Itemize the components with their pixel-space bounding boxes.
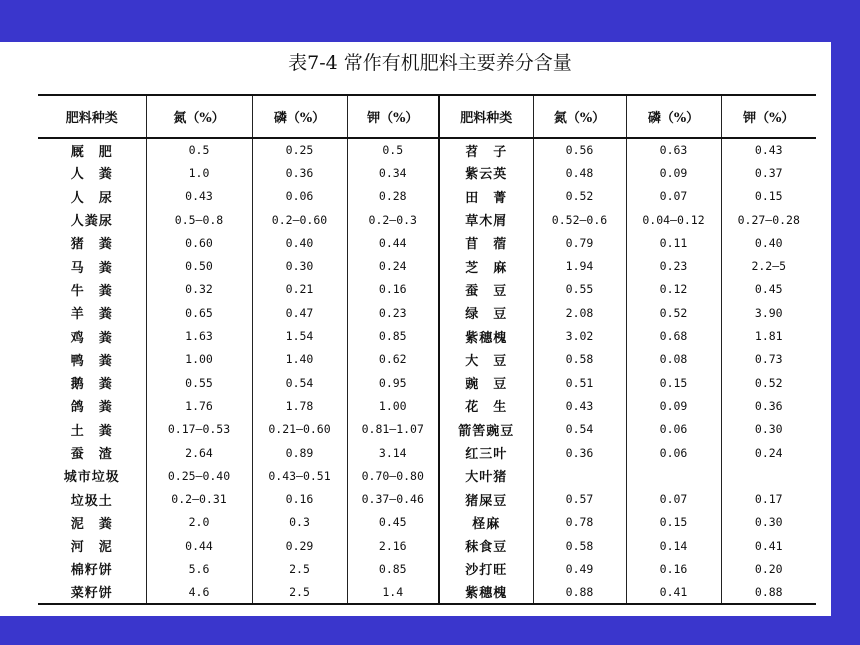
fertilizer-name-cell: 苜 蓿 (439, 231, 533, 254)
nutrient-value-cell: 0.20 (721, 557, 816, 580)
nutrient-value-cell: 1.81 (721, 324, 816, 347)
nutrient-value-cell: 0.09 (626, 394, 721, 417)
nutrient-value-cell: 0.37 (721, 161, 816, 184)
nutrient-value-cell: 0.62 (347, 348, 439, 371)
fertilizer-name-cell: 猪屎豆 (439, 487, 533, 510)
table-row (38, 441, 816, 464)
fertilizer-name-cell: 大叶猪 (439, 464, 533, 487)
nutrient-value-cell: 0.57 (533, 487, 626, 510)
fertilizer-name-cell: 河 泥 (70, 540, 113, 556)
nutrient-value-cell: 0.48 (533, 161, 626, 184)
fertilizer-name-cell: 绿 豆 (439, 301, 533, 324)
nutrient-value-cell: 0.79 (533, 231, 626, 254)
nutrient-value-cell: 2.64 (146, 441, 252, 464)
nutrient-value-cell: 0.04—0.12 (626, 208, 721, 231)
nutrient-value-cell: 0.41 (626, 581, 721, 604)
nutrient-value-cell: 0.68 (626, 324, 721, 347)
nutrient-value-cell: 0.44 (347, 231, 439, 254)
fertilizer-name-cell: 蚕 渣 (70, 447, 113, 462)
table-row (38, 185, 816, 208)
table-row (38, 464, 816, 487)
nutrient-value-cell: 0.06 (626, 441, 721, 464)
table-row (38, 254, 816, 277)
nutrient-value-cell: 1.00 (347, 394, 439, 417)
nutrient-value-cell: 0.85 (347, 557, 439, 580)
table-row (38, 418, 816, 441)
nutrient-value-cell: 0.21—0.60 (252, 418, 347, 441)
nutrient-value-cell: 0.14 (626, 534, 721, 557)
nutrient-value-cell: 0.44 (146, 534, 252, 557)
header-cell: 氮（%） (146, 95, 252, 138)
table-row (38, 557, 816, 580)
nutrient-value-cell: 0.28 (347, 185, 439, 208)
nutrient-value-cell: 1.94 (533, 254, 626, 277)
fertilizer-name-cell: 紫云英 (439, 161, 533, 184)
nutrient-value-cell: 0.15 (626, 511, 721, 534)
fertilizer-name-cell: 大 豆 (439, 348, 533, 371)
nutrient-value-cell: 0.81—1.07 (347, 418, 439, 441)
table-row (38, 534, 816, 557)
table-header (38, 95, 816, 138)
table-row (38, 138, 816, 161)
fertilizer-name-cell: 城市垃圾 (63, 470, 120, 486)
nutrient-value-cell: 0.2—0.3 (347, 208, 439, 231)
fertilizer-name-cell: 草木屑 (439, 208, 533, 231)
fertilizer-name-cell: 红三叶 (439, 441, 533, 464)
nutrient-value-cell: 0.08 (626, 348, 721, 371)
nutrient-value-cell: 1.00 (146, 348, 252, 371)
nutrient-value-cell: 1.40 (252, 348, 347, 371)
fertilizer-name-cell: 牛 粪 (70, 283, 113, 299)
table-row (38, 581, 816, 604)
nutrient-value-cell: 0.95 (347, 371, 439, 394)
nutrient-value-cell: 0.24 (721, 441, 816, 464)
fertilizer-name-cell: 人 粪 (70, 167, 113, 183)
table-row (38, 278, 816, 301)
nutrient-value-cell: 0.63 (626, 138, 721, 161)
nutrient-value-cell: 0.5 (146, 138, 252, 161)
nutrient-value-cell: 0.45 (347, 511, 439, 534)
table-row (38, 348, 816, 371)
nutrient-value-cell: 0.25 (252, 138, 347, 161)
nutrient-value-cell: 0.30 (721, 511, 816, 534)
nutrient-value-cell: 2.5 (252, 581, 347, 604)
fertilizer-name-cell: 鸡 粪 (70, 330, 113, 346)
header-cell: 磷（%） (252, 95, 347, 138)
nutrient-value-cell: 0.36 (721, 394, 816, 417)
nutrient-value-cell: 5.6 (146, 557, 252, 580)
fertilizer-name-cell: 秣食豆 (439, 534, 533, 557)
fertilizer-name-cell: 厩 肥 (70, 144, 113, 160)
table-row (38, 487, 816, 510)
nutrient-value-cell: 0.56 (533, 138, 626, 161)
fertilizer-name-cell: 紫穗槐 (439, 581, 533, 604)
nutrient-value-cell: 0.36 (533, 441, 626, 464)
nutrient-value-cell: 3.02 (533, 324, 626, 347)
nutrient-value-cell: 1.54 (252, 324, 347, 347)
nutrient-value-cell: 0.2—0.31 (146, 487, 252, 510)
nutrient-value-cell: 0.54 (252, 371, 347, 394)
table-row (38, 301, 816, 324)
nutrient-value-cell: 4.6 (146, 581, 252, 604)
nutrient-value-cell: 0.51 (533, 371, 626, 394)
fertilizer-name-cell: 土 粪 (70, 423, 113, 439)
nutrient-value-cell: 0.47 (252, 301, 347, 324)
fertilizer-name-cell: 鸽 粪 (70, 400, 113, 416)
table-row (38, 161, 816, 184)
fertilizer-name-cell: 人 尿 (70, 190, 113, 206)
table-row (38, 511, 816, 534)
nutrient-value-cell: 0.49 (533, 557, 626, 580)
nutrient-value-cell: 0.52 (721, 371, 816, 394)
nutrient-value-cell: 0.45 (721, 278, 816, 301)
fertilizer-name-cell: 泥 粪 (70, 516, 113, 532)
nutrient-value-cell: 0.15 (626, 371, 721, 394)
nutrient-value-cell: 0.43 (146, 185, 252, 208)
nutrient-value-cell: 1.63 (146, 324, 252, 347)
fertilizer-name-cell: 鸭 粪 (70, 353, 113, 369)
fertilizer-name-cell: 马 粪 (70, 260, 113, 276)
nutrient-value-cell: 0.34 (347, 161, 439, 184)
fertilizer-name-cell: 羊 粪 (70, 307, 113, 323)
nutrient-value-cell: 2.5 (252, 557, 347, 580)
nutrient-value-cell: 0.88 (533, 581, 626, 604)
nutrient-value-cell: 0.37—0.46 (347, 487, 439, 510)
header-cell: 氮（%） (533, 95, 626, 138)
nutrient-value-cell: 0.52 (626, 301, 721, 324)
fertilizer-name-cell: 鹅 粪 (70, 377, 113, 393)
nutrient-value-cell: 1.78 (252, 394, 347, 417)
nutrient-value-cell: 0.43 (721, 138, 816, 161)
table-row (38, 371, 816, 394)
nutrient-value-cell: 0.55 (146, 371, 252, 394)
nutrient-value-cell: 0.24 (347, 254, 439, 277)
fertilizer-name-cell: 猪 粪 (70, 237, 113, 253)
nutrient-value-cell: 2.0 (146, 511, 252, 534)
nutrient-value-cell: 0.07 (626, 487, 721, 510)
nutrient-value-cell: 0.17—0.53 (146, 418, 252, 441)
nutrient-value-cell: 2.16 (347, 534, 439, 557)
nutrient-value-cell: 0.88 (721, 581, 816, 604)
nutrient-value-cell: 0.15 (721, 185, 816, 208)
nutrient-value-cell: 0.23 (347, 301, 439, 324)
nutrient-value-cell: 0.55 (533, 278, 626, 301)
nutrient-value-cell: 0.27—0.28 (721, 208, 816, 231)
fertilizer-name-cell: 田 菁 (439, 185, 533, 208)
nutrient-value-cell: 3.14 (347, 441, 439, 464)
nutrient-value-cell: 0.5—0.8 (146, 208, 252, 231)
nutrient-value-cell: 0.16 (626, 557, 721, 580)
nutrient-value-cell: 0.3 (252, 511, 347, 534)
header-cell: 磷（%） (626, 95, 721, 138)
nutrient-value-cell: 0.07 (626, 185, 721, 208)
table-row (38, 208, 816, 231)
header-row (38, 95, 816, 138)
nutrient-value-cell: 0.23 (626, 254, 721, 277)
fertilizer-name-cell: 菜籽饼 (38, 581, 146, 604)
nutrient-value-cell: 0.09 (626, 161, 721, 184)
nutrient-value-cell: 0.32 (146, 278, 252, 301)
fertilizer-name-cell: 芝 麻 (439, 254, 533, 277)
nutrient-value-cell: 0.40 (252, 231, 347, 254)
nutrient-value-cell: 0.89 (252, 441, 347, 464)
nutrient-value-cell: 0.16 (347, 278, 439, 301)
table-row (38, 394, 816, 417)
fertilizer-name-cell: 豌 豆 (439, 371, 533, 394)
header-cell: 钾（%） (347, 95, 439, 138)
nutrient-value-cell: 0.70—0.80 (347, 464, 439, 487)
nutrient-value-cell: 0.52—0.6 (533, 208, 626, 231)
nutrient-value-cell: 0.36 (252, 161, 347, 184)
nutrient-value-cell: 0.06 (252, 185, 347, 208)
fertilizer-name-cell: 紫穗槐 (439, 324, 533, 347)
nutrient-value-cell: 0.54 (533, 418, 626, 441)
fertilizer-name-cell: 柽麻 (439, 511, 533, 534)
nutrient-value-cell: 0.11 (626, 231, 721, 254)
nutrient-value-cell: 0.29 (252, 534, 347, 557)
nutrient-value-cell: 2.2—5 (721, 254, 816, 277)
nutrient-value-cell: 0.16 (252, 487, 347, 510)
nutrient-value-cell: 0.2—0.60 (252, 208, 347, 231)
table-row (38, 324, 816, 347)
fertilizer-name-cell: 蚕 豆 (439, 278, 533, 301)
nutrient-value-cell: 0.65 (146, 301, 252, 324)
nutrient-value-cell: 0.41 (721, 534, 816, 557)
nutrient-value-cell: 0.60 (146, 231, 252, 254)
page-title: 表7-4 常作有机肥料主要养分含量 (288, 52, 572, 74)
nutrient-value-cell (721, 464, 816, 487)
fertilizer-name-cell: 人粪尿 (70, 214, 113, 230)
nutrient-value-cell: 2.08 (533, 301, 626, 324)
nutrient-value-cell: 0.78 (533, 511, 626, 534)
fertilizer-name-cell: 箭筈豌豆 (439, 418, 533, 441)
header-cell: 肥料种类 (439, 95, 533, 138)
header-cell: 肥料种类 (38, 95, 146, 138)
nutrient-value-cell: 0.06 (626, 418, 721, 441)
nutrient-table (38, 94, 816, 605)
nutrient-value-cell: 0.58 (533, 348, 626, 371)
nutrient-value-cell: 0.43—0.51 (252, 464, 347, 487)
fertilizer-name-cell: 棉籽饼 (70, 563, 113, 579)
fertilizer-name-cell: 沙打旺 (439, 557, 533, 580)
nutrient-value-cell: 0.52 (533, 185, 626, 208)
nutrient-value-cell: 0.73 (721, 348, 816, 371)
nutrient-value-cell: 0.5 (347, 138, 439, 161)
table-body (38, 138, 816, 604)
nutrient-value-cell: 0.58 (533, 534, 626, 557)
nutrient-value-cell: 0.17 (721, 487, 816, 510)
nutrient-value-cell: 3.90 (721, 301, 816, 324)
fertilizer-name-cell: 垃圾土 (70, 493, 113, 509)
slide-body (0, 42, 831, 616)
nutrient-value-cell: 0.12 (626, 278, 721, 301)
nutrient-value-cell (626, 464, 721, 487)
nutrient-value-cell: 0.30 (252, 254, 347, 277)
table-row (38, 231, 816, 254)
nutrient-value-cell: 0.43 (533, 394, 626, 417)
nutrient-value-cell: 0.25—0.40 (146, 464, 252, 487)
fertilizer-name-cell: 花 生 (439, 394, 533, 417)
nutrient-value-cell: 1.4 (347, 581, 439, 604)
header-cell: 钾（%） (721, 95, 816, 138)
nutrient-value-cell: 0.30 (721, 418, 816, 441)
nutrient-value-cell: 0.50 (146, 254, 252, 277)
nutrient-value-cell: 0.40 (721, 231, 816, 254)
nutrient-value-cell: 0.21 (252, 278, 347, 301)
fertilizer-name-cell: 苕 子 (439, 138, 533, 161)
nutrient-value-cell: 1.76 (146, 394, 252, 417)
nutrient-value-cell (533, 464, 626, 487)
nutrient-value-cell: 1.0 (146, 161, 252, 184)
nutrient-value-cell: 0.85 (347, 324, 439, 347)
